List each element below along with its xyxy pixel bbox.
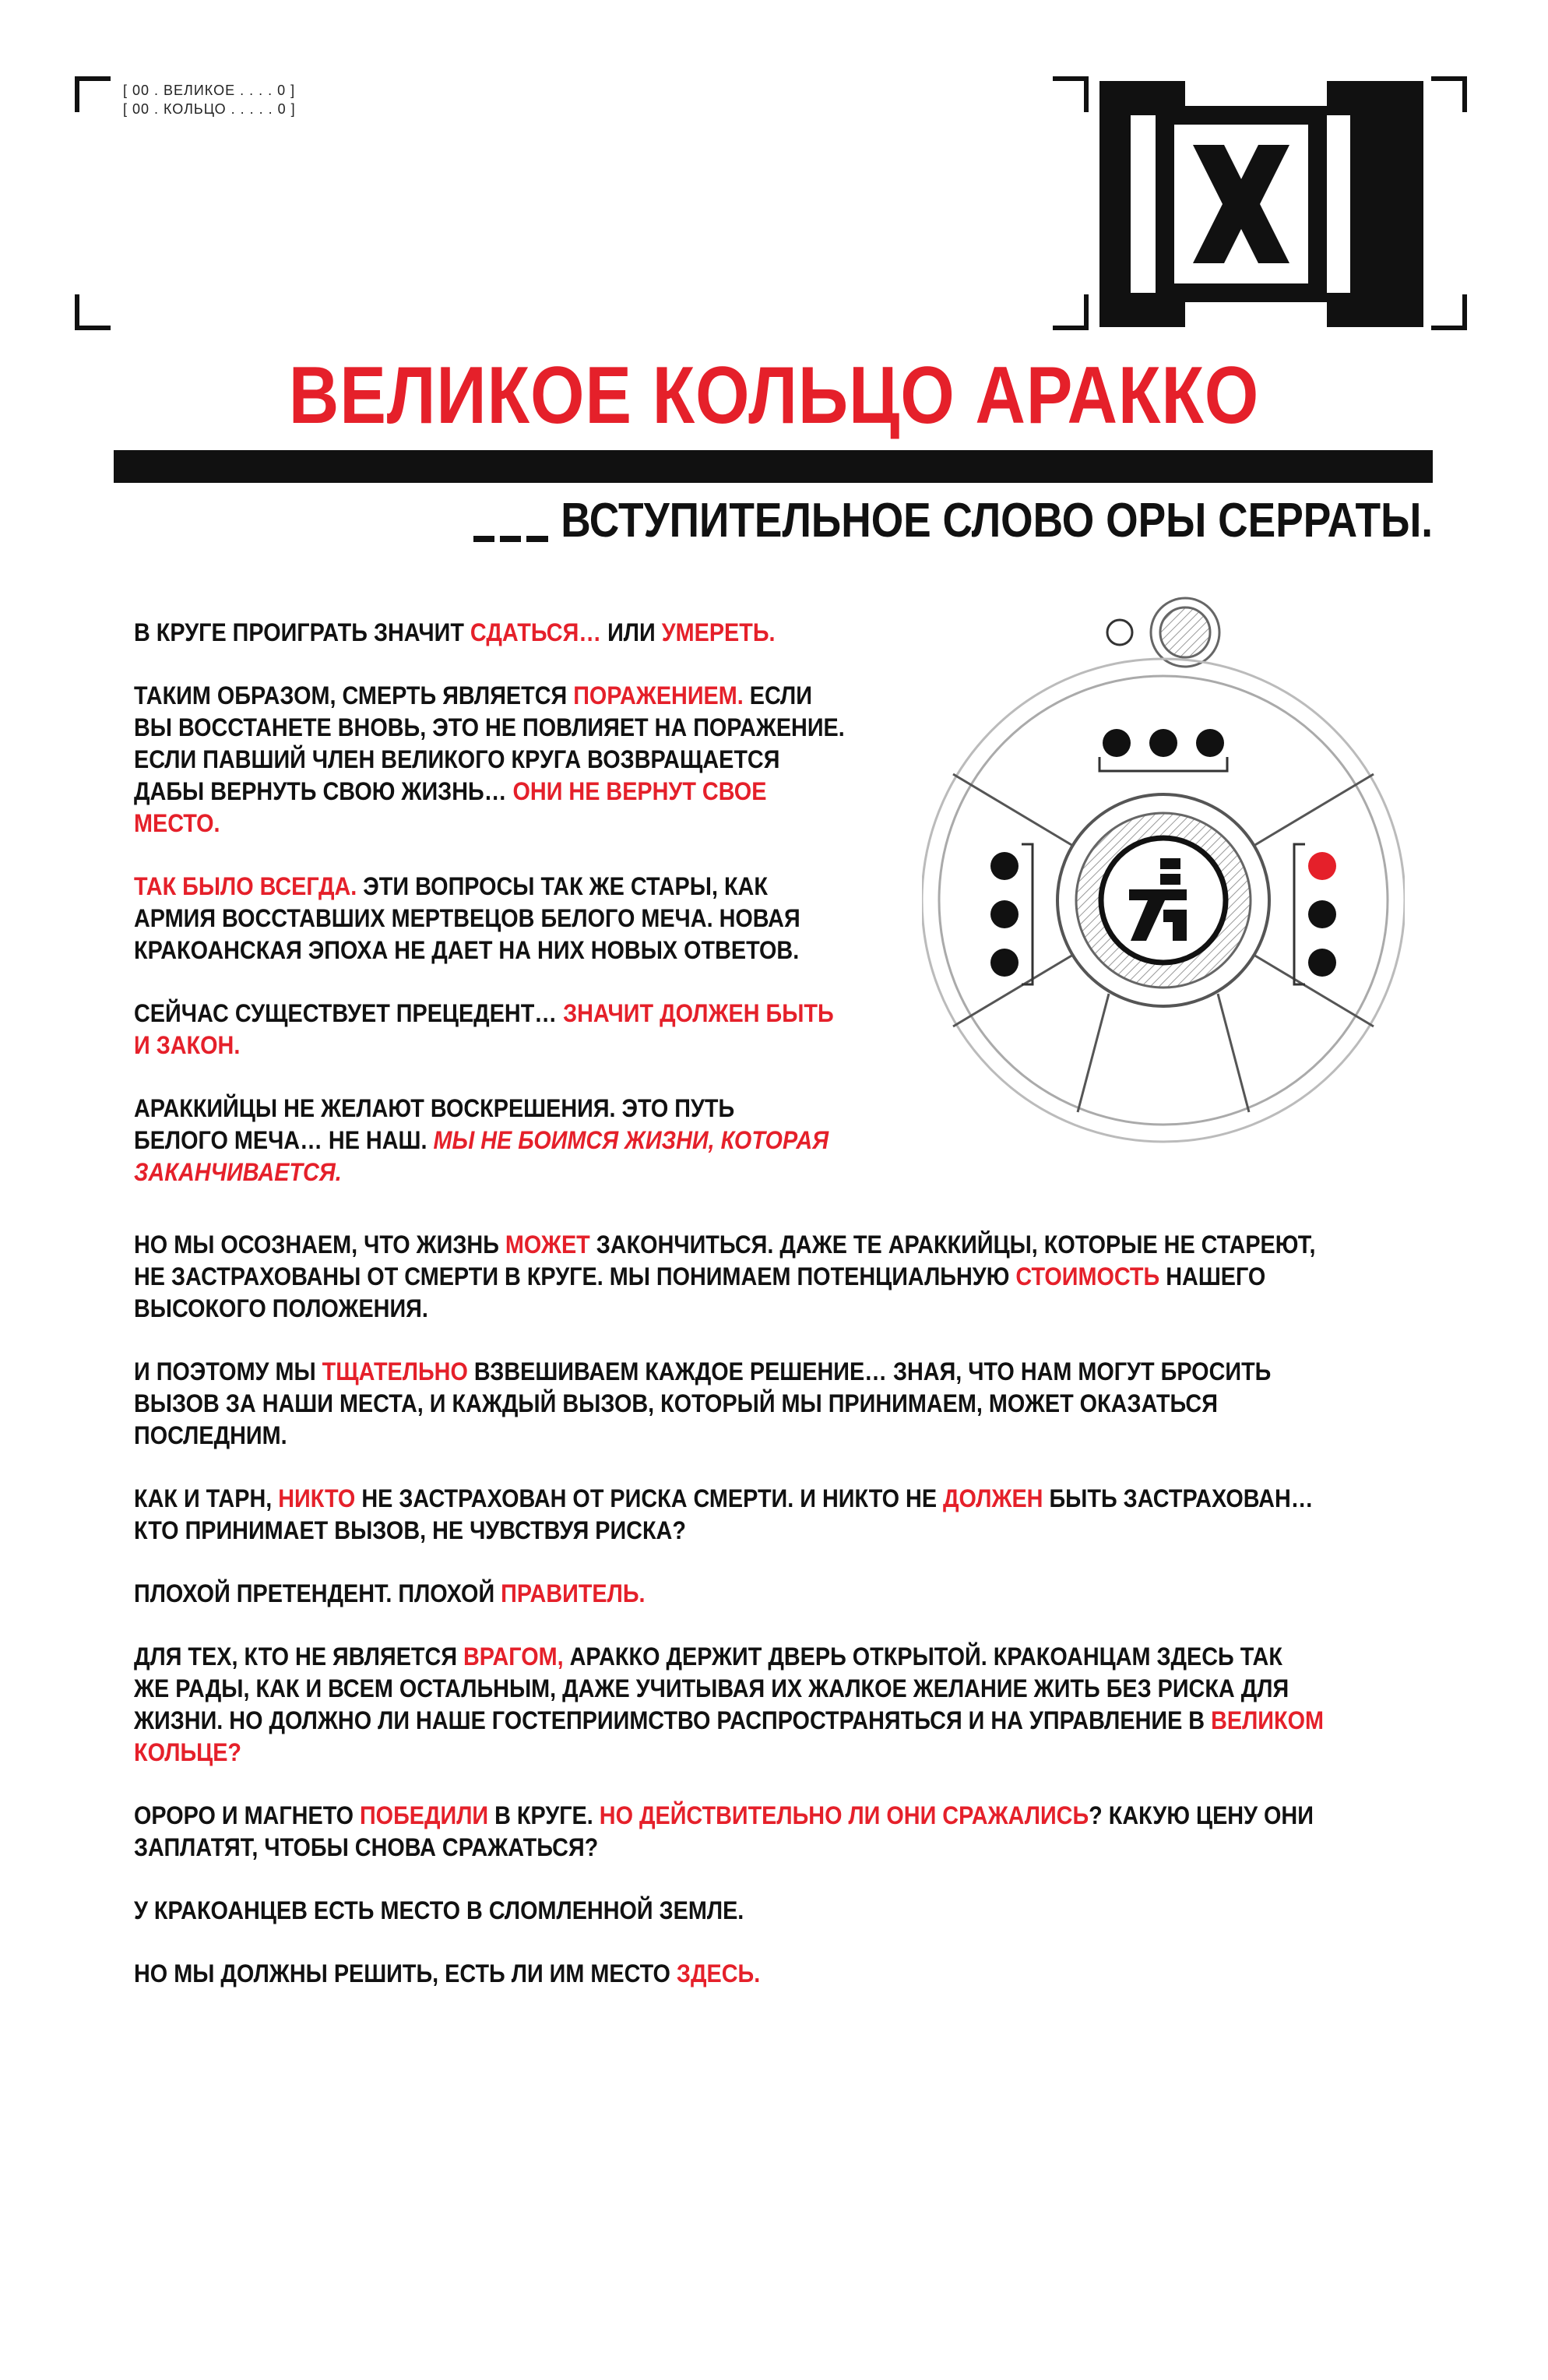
p6-highlight-d: СТОИМОСТЬ [1015, 1262, 1160, 1290]
p7-text-c: ВЗВЕШИВАЕМ КАЖДОЕ РЕШЕНИЕ… ЗНАЯ, ЧТО НАМ МОГУТ БРОСИТЬ ВЫЗОВ ЗА НАШИ МЕСТА, И КАЖДЫЙ ВЫЗОВ, КОТОРЫЙ МЫ ПРИНИМАЕМ, МОЖЕТ ОКАЗАТЬСЯ ПОСЛЕДНИМ. [134, 1357, 1272, 1449]
p2-text-c: ЕСЛИ ВЫ ВОССТАНЕТЕ ВНОВЬ, ЭТО НЕ ПОВЛИЯЕТ НА ПОРАЖЕНИЕ. ЕСЛИ ПАВШИЙ ЧЛЕН ВЕЛИКОГО КРУГА ВОЗВРАЩАЕТСЯ ДАБЫ ВЕРНУТЬ СВОЮ ЖИЗНЬ… [134, 681, 845, 805]
p7-text-a: И ПОЭТОМУ МЫ [134, 1357, 322, 1385]
p11-text-a: ОРОРО И МАГНЕТО [134, 1801, 360, 1829]
p5-text-a: АРАККИЙЦЫ НЕ ЖЕЛАЮТ ВОСКРЕШЕНИЯ. ЭТО ПУТЬ БЕЛОГО МЕЧА… НЕ НАШ. [134, 1094, 735, 1154]
p3-text-b: ЭТИ ВОПРОСЫ ТАК ЖЕ СТАРЫ, КАК АРМИЯ ВОССТАВШИХ МЕРТВЕЦОВ БЕЛОГО МЕЧА. НОВАЯ КРАКОАНСКАЯ ЭПОХА НЕ ДАЕТ НА НИХ НОВЫХ ОТВЕТОВ. [134, 872, 800, 964]
paragraph-10 [134, 1641, 1437, 1769]
paragraph-12 [134, 1895, 1437, 1927]
p8-text-e: БЫТЬ ЗАСТРАХОВАН… КТО ПРИНИМАЕТ ВЫЗОВ, НЕ ЧУВСТВУЯ РИСКА? [134, 1484, 1314, 1544]
frame-corner-bottom-left [75, 294, 111, 330]
p13-highlight-b: ЗДЕСЬ. [676, 1959, 761, 1987]
p5-highlight-b: МЫ НЕ БОИМСЯ ЖИЗНИ, КОТОРАЯ ЗАКАНЧИВАЕТСЯ. [134, 1126, 829, 1186]
title-underline [114, 450, 1433, 483]
p8-highlight-b: НИКТО [278, 1484, 356, 1512]
p9-highlight-b: ПРАВИТЕЛЬ. [501, 1579, 646, 1607]
p1-text-c: ИЛИ [601, 618, 662, 646]
p4-highlight-b: ЗНАЧИТ ДОЛЖЕН БЫТЬ И ЗАКОН. [134, 999, 834, 1059]
p10-text-a: ДЛЯ ТЕХ, КТО НЕ ЯВЛЯЕТСЯ [134, 1642, 464, 1671]
p12-text-a: У КРАКОАНЦЕВ ЕСТЬ МЕСТО В СЛОМЛЕННОЙ ЗЕМЛЕ. [134, 1896, 744, 1924]
p10-text-c: АРАККО ДЕРЖИТ ДВЕРЬ ОТКРЫТОЙ. КРАКОАНЦАМ ЗДЕСЬ ТАК ЖЕ РАДЫ, КАК И ВСЕМ ОСТАЛЬНЫМ, ДАЖЕ УЧИТЫВАЯ ИХ ЖАЛКОЕ ЖЕЛАНИЕ ЖИТЬ БЕЗ РИСКА ДЛЯ ЖИЗНИ. НО ДОЛЖНО ЛИ НАШЕ ГОСТЕПРИИМСТВО РАСПРОСТРАНЯТЬСЯ И НА УПРАВЛЕНИЕ В [134, 1642, 1289, 1734]
p8-highlight-d: ДОЛЖЕН [943, 1484, 1043, 1512]
p6-text-e: НАШЕГО ВЫСОКОГО ПОЛОЖЕНИЯ. [134, 1262, 1266, 1322]
p1-text-a: В КРУГЕ ПРОИГРАТЬ ЗНАЧИТ [134, 618, 470, 646]
p6-text-c: ЗАКОНЧИТЬСЯ. ДАЖЕ ТЕ АРАККИЙЦЫ, КОТОРЫЕ НЕ СТАРЕЮТ, НЕ ЗАСТРАХОВАНЫ ОТ СМЕРТИ В КРУГЕ. МЫ ПОНИМАЕМ ПОТЕНЦИАЛЬНУЮ [134, 1230, 1316, 1290]
p6-text-a: НО МЫ ОСОЗНАЕМ, ЧТО ЖИЗНЬ [134, 1230, 505, 1259]
paragraph-13 [134, 1958, 1437, 1990]
p2-text-a: ТАКИМ ОБРАЗОМ, СМЕРТЬ ЯВЛЯЕТСЯ [134, 681, 574, 709]
main-column [134, 1229, 1437, 2021]
p2-highlight-d: ОНИ НЕ ВЕРНУТ СВОЕ МЕСТО. [134, 777, 767, 837]
paragraph-3 [134, 871, 919, 966]
p11-text-c: В КРУГЕ. [488, 1801, 600, 1829]
paragraph-7 [134, 1356, 1437, 1452]
p6-highlight-b: МОЖЕТ [505, 1230, 590, 1259]
frame-corner-top-left [75, 76, 111, 112]
page-title: ВЕЛИКОЕ КОЛЬЦО АРАККО [288, 350, 1260, 441]
paragraph-8 [134, 1483, 1437, 1547]
p1-highlight-d: УМЕРЕТЬ. [661, 618, 776, 646]
frame-corner-top-right-b [1431, 76, 1467, 112]
paragraph-4 [134, 998, 919, 1061]
x-bracket-logo-icon [1099, 81, 1423, 327]
p4-text-a: СЕЙЧАС СУЩЕСТВУЕТ ПРЕЦЕДЕНТ… [134, 999, 564, 1027]
paragraph-2 [134, 680, 919, 840]
p13-text-a: НО МЫ ДОЛЖНЫ РЕШИТЬ, ЕСТЬ ЛИ ИМ МЕСТО [134, 1959, 677, 1987]
paragraph-9 [134, 1578, 1437, 1610]
meta-line-2: [ 00 . КОЛЬЦО . . . . . 0 ] [123, 101, 296, 117]
p11-text-e: ? КАКУЮ ЦЕНУ ОНИ ЗАПЛАТЯТ, ЧТОБЫ СНОВА СРАЖАТЬСЯ? [134, 1801, 1314, 1861]
great-ring-diagram-icon [922, 589, 1405, 1196]
p2-highlight-b: ПОРАЖЕНИЕМ. [573, 681, 744, 709]
frame-corner-bottom-right-a [1053, 294, 1089, 330]
intro-column [134, 617, 919, 1220]
p11-highlight-b: ПОБЕДИЛИ [359, 1801, 489, 1829]
frame-corner-top-right-a [1053, 76, 1089, 112]
p3-highlight-a: ТАК БЫЛО ВСЕГДА. [134, 872, 357, 900]
p8-text-c: НЕ ЗАСТРАХОВАН ОТ РИСКА СМЕРТИ. И НИКТО НЕ [355, 1484, 944, 1512]
p1-highlight-b: СДАТЬСЯ… [470, 618, 602, 646]
p8-text-a: КАК И ТАРН, [134, 1484, 279, 1512]
paragraph-11 [134, 1800, 1437, 1864]
paragraph-1 [134, 617, 919, 649]
page-subtitle: ВСТУПИТЕЛЬНОЕ СЛОВО ОРЫ СЕРРАТЫ. [561, 494, 1433, 547]
frame-corner-bottom-right-b [1431, 294, 1467, 330]
p10-highlight-d: ВЕЛИКОМ КОЛЬЦЕ? [134, 1706, 1324, 1766]
meta-line-1: [ 00 . ВЕЛИКОЕ . . . . 0 ] [123, 83, 296, 98]
p10-highlight-b: ВРАГОМ, [463, 1642, 564, 1671]
p7-highlight-b: ТЩАТЕЛЬНО [322, 1357, 468, 1385]
paragraph-6 [134, 1229, 1437, 1325]
p9-text-a: ПЛОХОЙ ПРЕТЕНДЕНТ. ПЛОХОЙ [134, 1579, 501, 1607]
paragraph-5 [134, 1093, 919, 1188]
page-index-meta [123, 81, 296, 118]
subtitle-dash-decoration [473, 536, 548, 542]
p11-highlight-d: НО ДЕЙСТВИТЕЛЬНО ЛИ ОНИ СРАЖАЛИСЬ [599, 1801, 1089, 1829]
